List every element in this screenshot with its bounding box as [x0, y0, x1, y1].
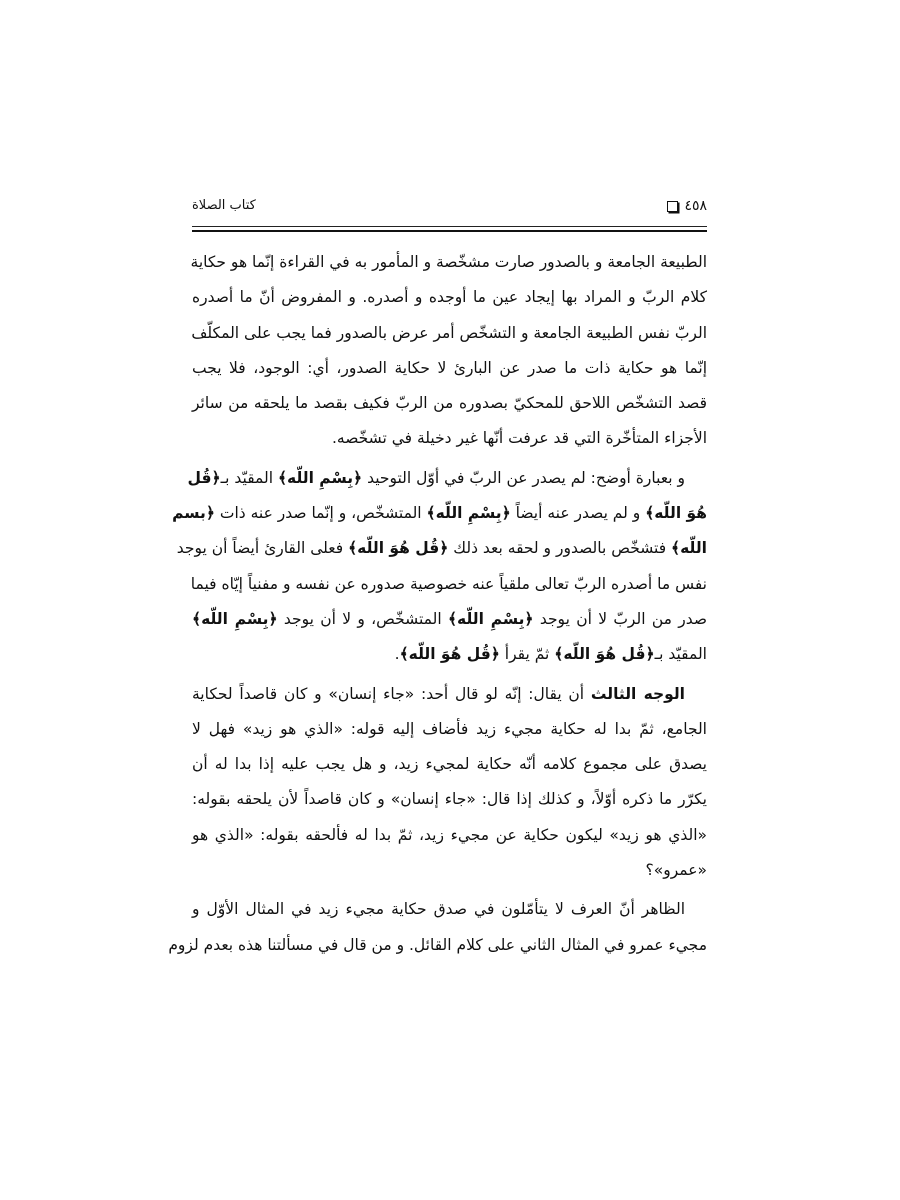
bold-phrase: الوجه الثالث [590, 684, 685, 703]
bold-phrase: ﴿قُل [187, 468, 221, 487]
text-line [168, 928, 707, 963]
running-header-title: كتاب الصلاة [192, 198, 256, 213]
text-segment: المقيّد بـ [654, 645, 707, 664]
text-line [176, 531, 707, 566]
text-line [192, 637, 707, 672]
bold-phrase: ﴿قُل هُوَ اللّه﴾ [554, 645, 655, 664]
text-segment: نفس ما أصدره الربّ تعالى ملقياً عنه خصوصية صدوره عن نفسه و مفنياً إيّاه فيما [190, 574, 707, 593]
bold-phrase: ﴿بِسْمِ اللّه﴾ [426, 504, 511, 523]
text-segment: إنّما هو حكاية ذات ما صدر عن البارئ لا حكاية الصدور، أي: الوجود، فلا يجب [192, 358, 707, 377]
text-line [192, 712, 707, 747]
text-segment: . [394, 645, 400, 664]
text-segment: ثمّ يقرأ [499, 645, 555, 664]
bold-phrase: ﴿بسم [172, 504, 215, 523]
text-line [192, 677, 707, 712]
header-double-rule [192, 226, 707, 232]
text-line [192, 602, 707, 637]
text-segment: كلام الربّ و المراد بها إيجاد عين ما أوجده و أصدره. و المفروض أنّ ما أصدره [192, 288, 707, 307]
text-line [192, 853, 707, 888]
text-segment: المتشخّص، و إنّما صدر عنه ذات [214, 504, 427, 523]
text-line [192, 280, 707, 315]
bold-phrase: اللّه﴾ [671, 539, 707, 558]
text-line [192, 245, 707, 280]
page-number: ٤٥٨ [684, 198, 707, 214]
text-segment: الأجزاء المتأخّرة التي قد عرفت أنّها غير دخيلة في تشخّصه. [331, 429, 707, 448]
bold-phrase: ﴿بِسْمِ اللّه﴾ [447, 609, 534, 628]
bold-phrase: ﴿بِسْمِ اللّه﴾ [277, 468, 363, 487]
body-text [168, 245, 708, 963]
text-line [192, 421, 707, 456]
bold-phrase: هُوَ اللّه﴾ [645, 504, 707, 523]
text-segment: صدر من الربّ لا أن يوجد [533, 609, 708, 628]
text-segment: يكرّر ما ذكره أوّلاً، و كذلك إذا قال: «جاء إنسان» و كان قاصداً لأن يلحقه بقوله: [192, 790, 707, 809]
bold-phrase: ﴿قُل هُوَ اللّه﴾ [348, 539, 449, 558]
text-line [192, 351, 707, 386]
page-header [192, 198, 707, 220]
text-line [192, 386, 707, 421]
text-segment: فعلى القارئ أيضاً أن يوجد [176, 539, 349, 558]
text-segment: الظاهر أنّ العرف لا يتأمّلون في صدق حكاية مجيء زيد في المثال الأوّل و [192, 900, 685, 919]
text-segment: الربّ نفس الطبيعة الجامعة و التشخّص أمر عرض بالصدور فما يجب على المكلّف [191, 323, 707, 342]
text-segment: قصد التشخّص اللاحق للمحكيّ بصدوره من الربّ فكيف بقصد ما يلحقه من سائر [192, 394, 707, 413]
text-segment: أن يقال: إنّه لو قال أحد: «جاء إنسان» و كان قاصداً لحكاية [192, 684, 591, 703]
page-number-group [667, 198, 707, 214]
text-segment: الطبيعة الجامعة و بالصدور صارت مشخّصة و المأمور به في القراءة إنّما هو حكاية [190, 253, 707, 271]
text-segment: مجيء عمرو في المثال الثاني على كلام القائل. و من قال في مسألتنا هذه بعدم لزوم [168, 935, 707, 954]
bold-phrase: ﴿بِسْمِ اللّه﴾ [192, 609, 278, 628]
text-segment: المتشخّص، و لا أن يوجد [277, 609, 448, 628]
text-segment: و لم يصدر عنه أيضاً [510, 504, 646, 523]
square-bullet-icon [667, 201, 678, 212]
text-line [192, 316, 707, 351]
text-line [187, 461, 707, 496]
text-segment: «عمرو»؟ [645, 861, 707, 880]
text-segment: «الذي هو زيد» ليكون حكاية عن مجيء زيد، ثمّ بدا له فألحقه بقوله: «الذي هو [192, 825, 707, 844]
bold-phrase: ﴿قُل هُوَ اللّه﴾ [399, 645, 500, 664]
text-line [172, 496, 707, 531]
text-segment: فتشخّص بالصدور و لحقه بعد ذلك [448, 539, 672, 558]
text-line [192, 818, 707, 853]
text-segment: و بعبارة أوضح: لم يصدر عن الربّ في أوّل التوحيد [362, 468, 685, 487]
text-segment: المقيّد بـ [220, 468, 278, 487]
text-line [192, 782, 707, 817]
text-line [192, 892, 707, 927]
text-segment: يصدق على مجموع كلامه أنّه حكاية لمجيء زيد، و هل يجب عليه إذا بدا له أن [192, 755, 707, 774]
text-line [192, 567, 707, 602]
text-line [192, 747, 707, 782]
text-segment: الجامع، ثمّ بدا له حكاية مجيء زيد فأضاف إليه قوله: «الذي هو زيد» فهل لا [192, 719, 707, 738]
